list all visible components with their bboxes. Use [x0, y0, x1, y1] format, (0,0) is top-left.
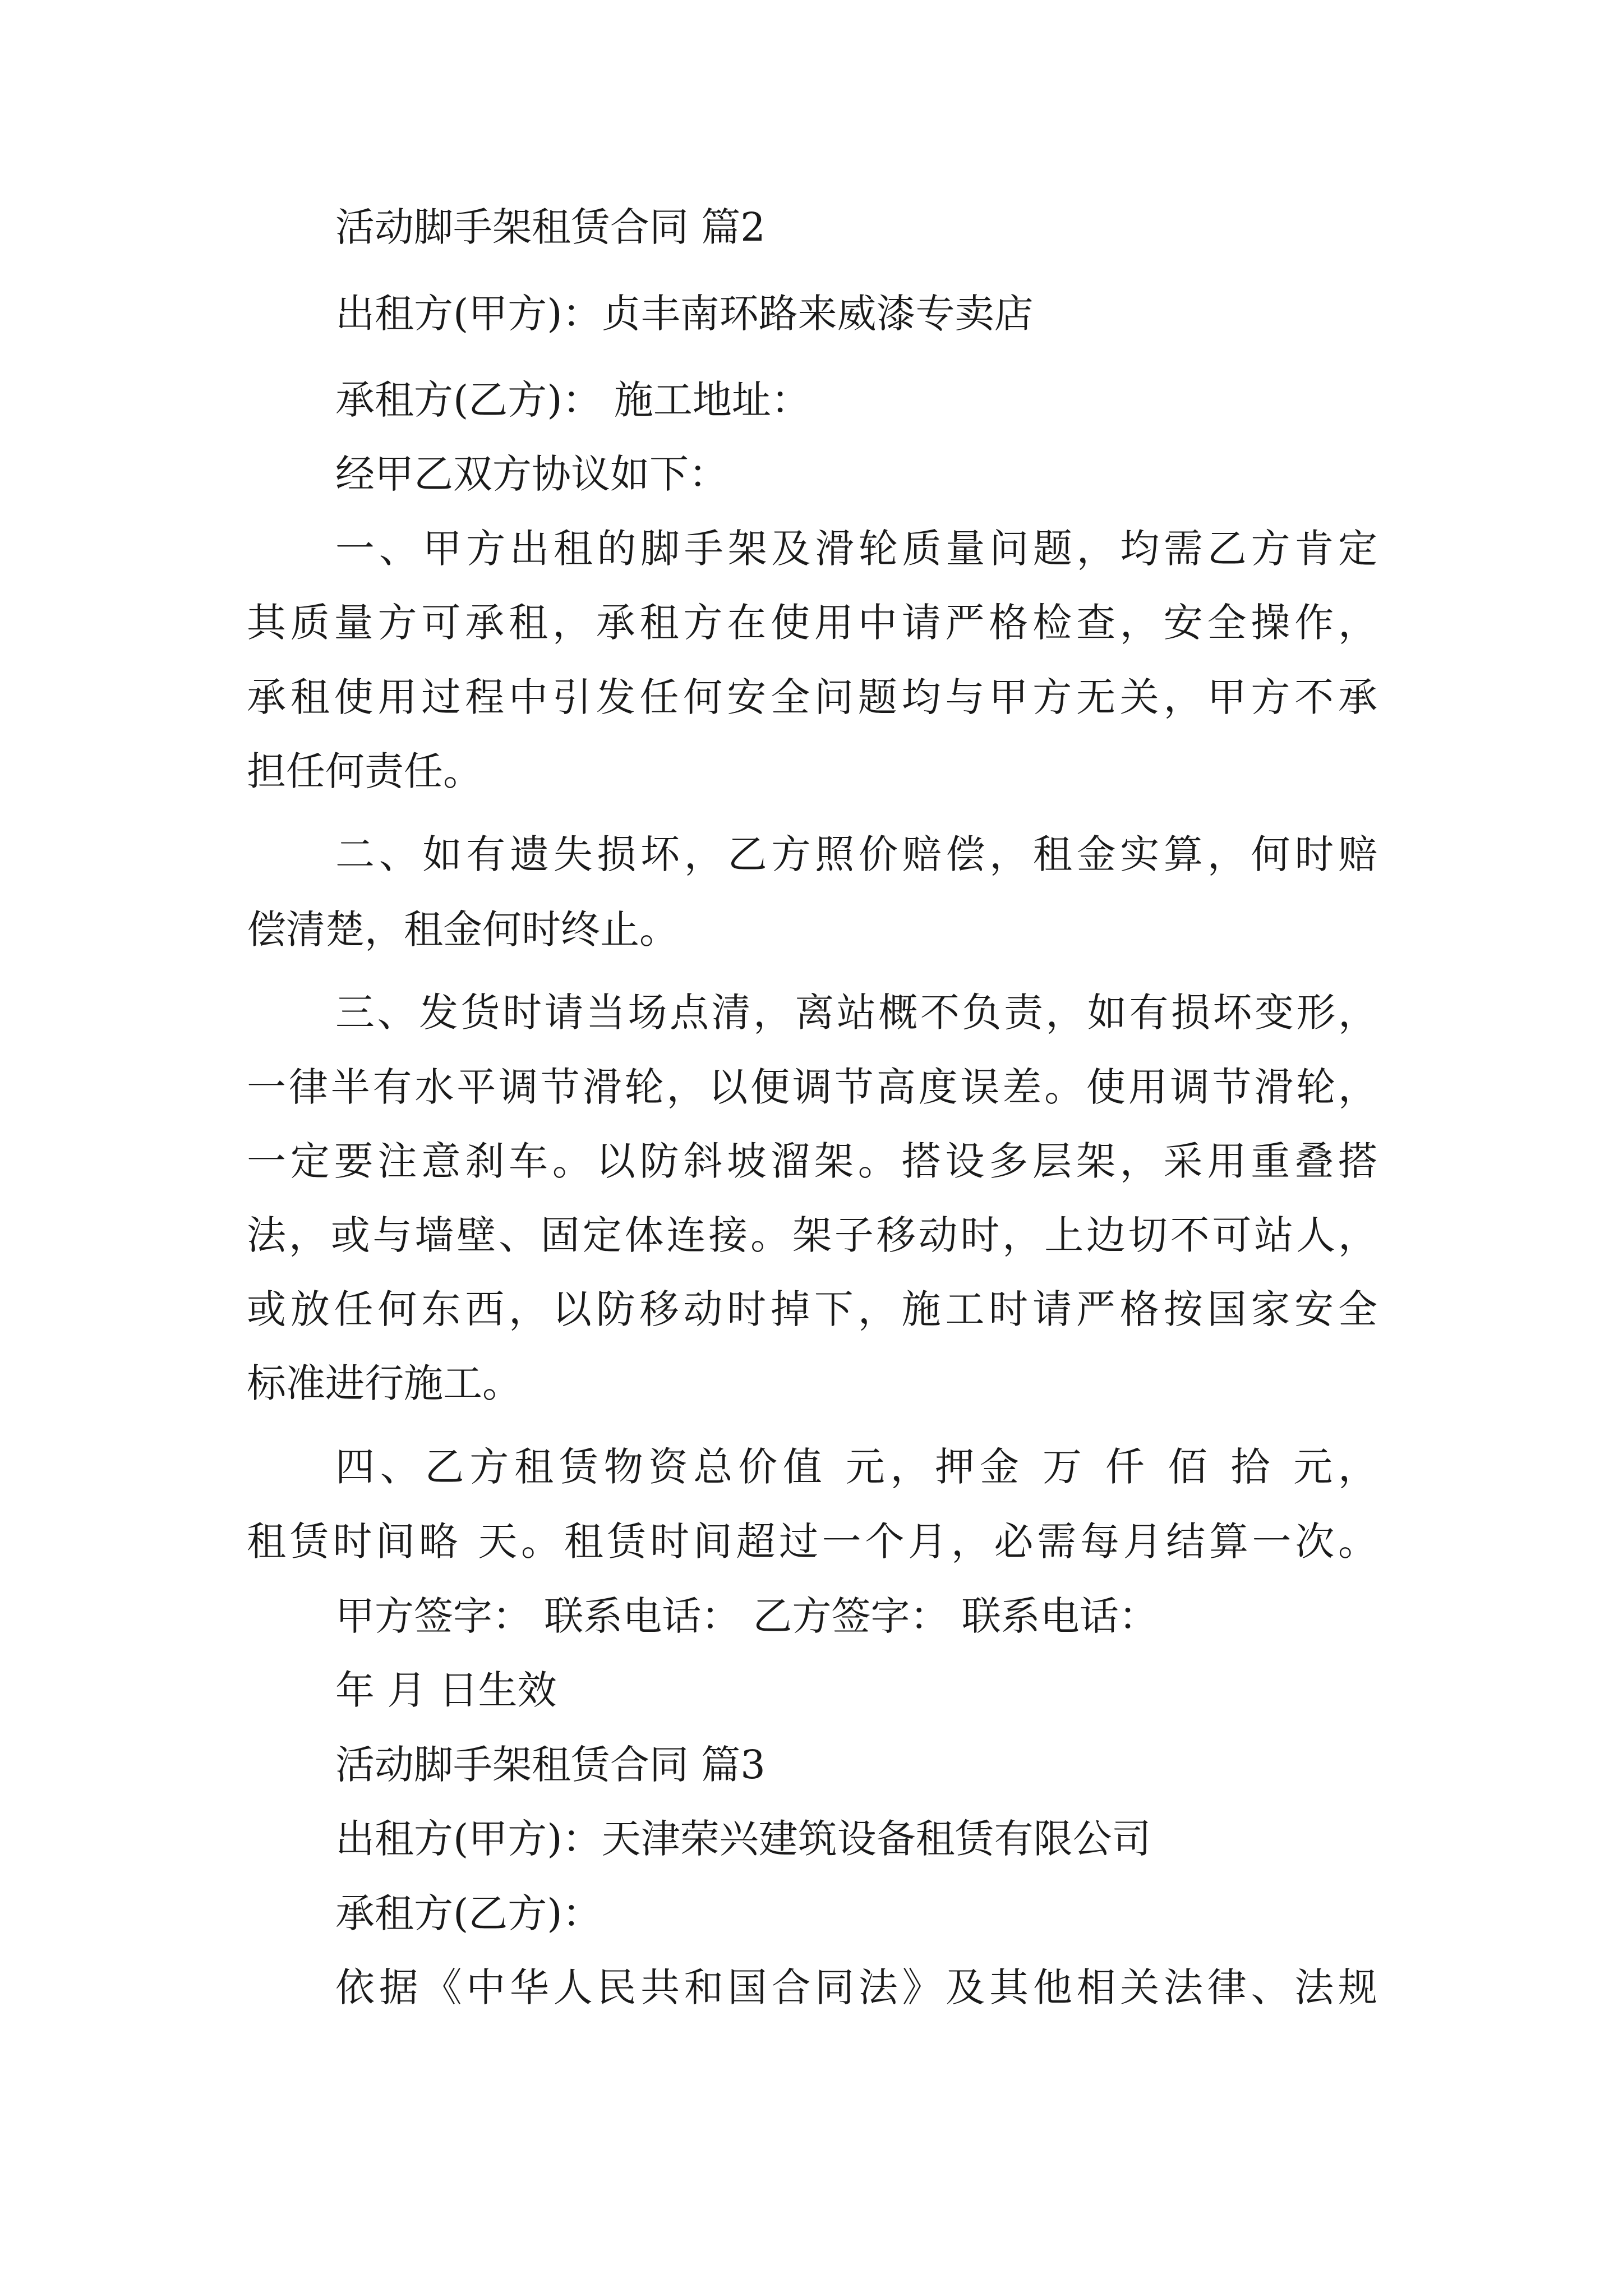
signature-line: 甲方签字： 联系电话： 乙方签字： 联系电话：	[335, 1593, 1158, 1639]
clause-4-line-2: 租赁时间略 天。租赁时间超过一个月，必需每月结算一次。	[247, 1519, 1377, 1565]
lessee-line: 承租方(乙方)： 施工地址：	[335, 377, 810, 423]
clause-1-line-3: 承租使用过程中引发任何安全问题均与甲方无关，甲方不承	[247, 674, 1377, 720]
agreement-intro: 经甲乙双方协议如下：	[335, 451, 728, 497]
clause-3-line-2: 一律半有水平调节滑轮，以便调节高度误差。使用调节滑轮，	[247, 1064, 1377, 1110]
clause-2-line-1: 二、如有遗失损坏，乙方照价赔偿，租金实算，何时赔	[335, 831, 1377, 877]
clause-3-line-1: 三、发货时请当场点清，离站概不负责，如有损坏变形，	[335, 990, 1377, 1036]
legal-basis-line: 依据《中华人民共和国合同法》及其他相关法律、法规	[335, 1964, 1377, 2010]
clause-3-line-3: 一定要注意刹车。以防斜坡溜架。搭设多层架，采用重叠搭	[247, 1138, 1377, 1184]
clause-4-line-1: 四、乙方租赁物资总价值 元，押金 万 仟 佰 拾 元，	[335, 1444, 1377, 1490]
lessee-line-3: 承租方(乙方)：	[335, 1890, 602, 1936]
clause-1-line-4: 担任何责任。	[247, 748, 482, 794]
section-title-2: 活动脚手架租赁合同 篇2	[335, 204, 766, 250]
section-title-3: 活动脚手架租赁合同 篇3	[335, 1742, 766, 1788]
clause-3-line-6: 标准进行施工。	[247, 1360, 522, 1406]
clause-1-line-2: 其质量方可承租，承租方在使用中请严格检查，安全操作，	[247, 600, 1377, 646]
clause-3-line-5: 或放任何东西，以防移动时掉下，施工时请严格按国家安全	[247, 1286, 1377, 1332]
effective-date-line: 年 月 日生效	[335, 1667, 557, 1713]
clause-1-line-1: 一、甲方出租的脚手架及滑轮质量问题，均需乙方肯定	[335, 526, 1377, 572]
lessor-line: 出租方(甲方)：贞丰南环路来威漆专卖店	[335, 291, 1034, 337]
clause-3-line-4: 法，或与墙壁、固定体连接。架子移动时，上边切不可站人，	[247, 1212, 1377, 1258]
lessor-line-3: 出租方(甲方)：天津荣兴建筑设备租赁有限公司	[335, 1816, 1151, 1862]
clause-2-line-2: 偿清楚，租金何时终止。	[247, 907, 679, 953]
